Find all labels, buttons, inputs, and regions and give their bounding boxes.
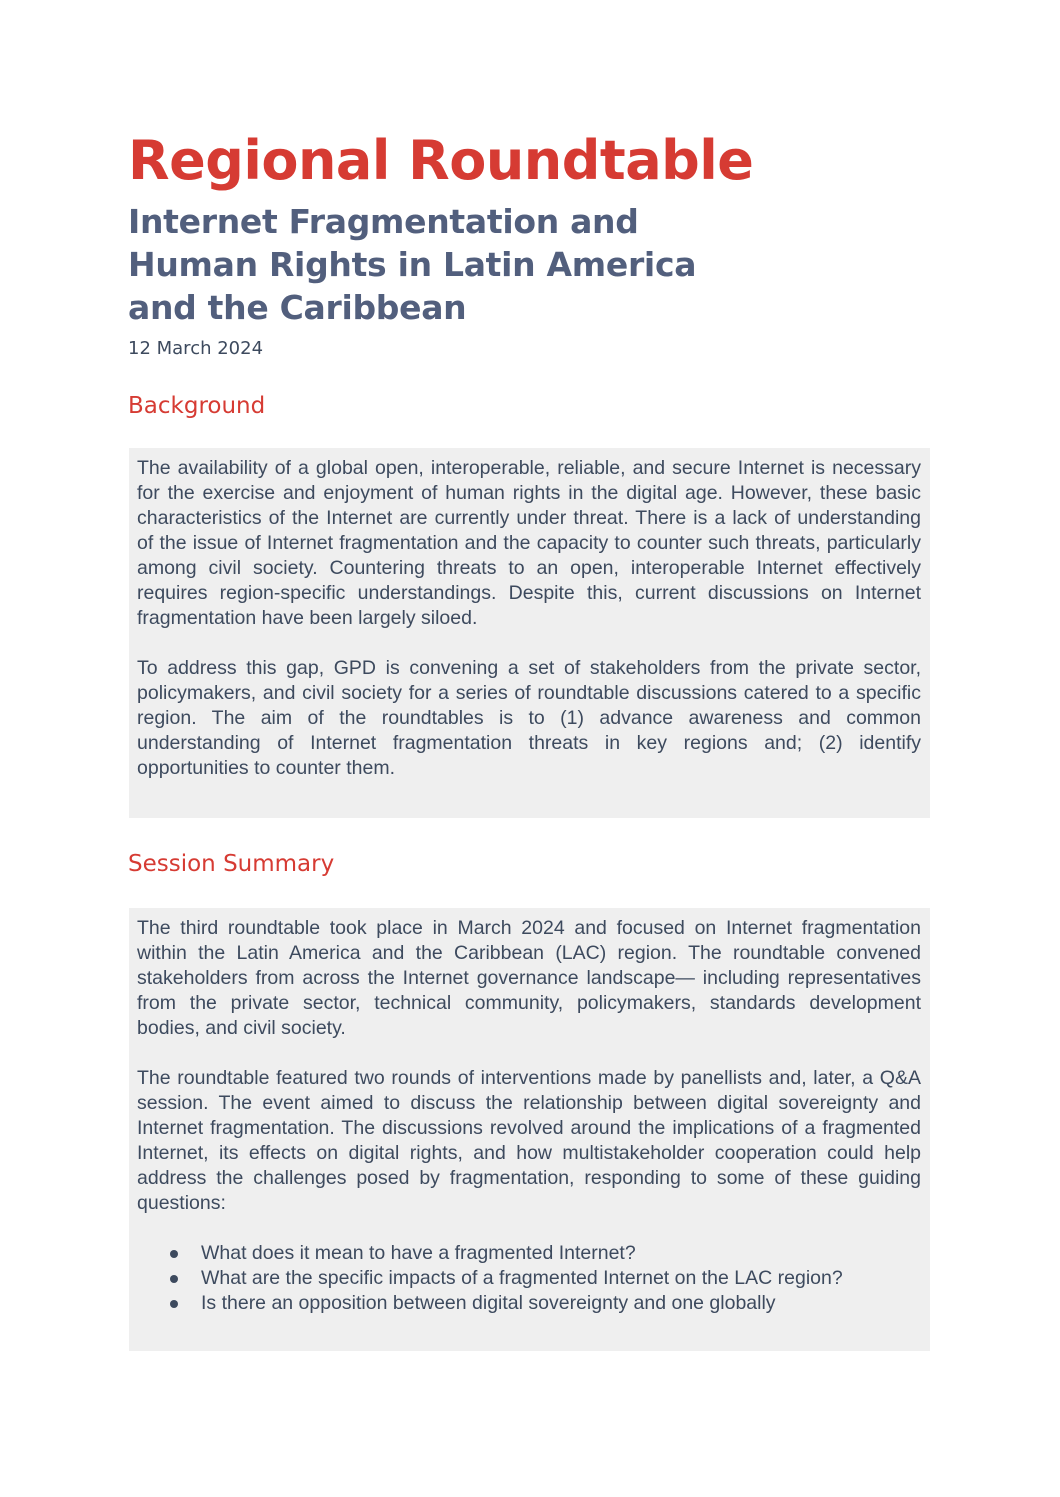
summary-paragraph-1: The third roundtable took place in March 2024 and focused on Internet fragmentation within the Latin America and the Caribbean (LAC) region. The roundtable convened stakeholders from across the Internet governance landscape— including representatives from the private sector, technical community, policymakers, standards development bodies, and civil society. [137,917,921,1039]
question-text: Is there an opposition between digital sovereignty and one globally [201,1292,776,1314]
list-item [201,1266,921,1291]
page-subtitle: Internet Fragmentation and Human Rights in Latin America and the Caribbean [128,202,697,327]
bullet-icon [170,1275,178,1283]
background-paragraph-1: The availability of a global open, interoperable, reliable, and secure Internet is necessary for the exercise and enjoyment of human rights in the digital age. However, these basic characteristics of the Internet are currently under threat. There is a lack of understanding of the issue of Internet fragmentation and the capacity to counter such threats, particularly among civil society. Countering threats to an open, interoperable Internet effectively requires region-specific understandings. Despite this, current discussions on Internet fragmentation have been largely siloed. [137,457,921,629]
session-summary-heading: Session Summary [128,851,335,877]
guiding-questions-list [137,1241,921,1316]
background-box [129,448,930,818]
summary-paragraph-2: The roundtable featured two rounds of interventions made by panellists and, later, a Q&A session. The event aimed to discuss the relationship between digital sovereignty and Internet fragmentation. The discussions revolved around the implications of a fragmented Internet, its effects on digital rights, and how multistakeholder cooperation could help address the challenges posed by fragmentation, responding to some of these guiding questions: [137,1067,921,1214]
list-item [201,1241,921,1266]
question-text: What does it mean to have a fragmented Internet? [201,1242,636,1264]
page-title: Regional Roundtable [128,129,754,192]
event-date: 12 March 2024 [128,338,264,359]
background-paragraph-2: To address this gap, GPD is convening a set of stakeholders from the private sector, policymakers, and civil society for a series of roundtable discussions catered to a specific region. The aim of the roundtables is to (1) advance awareness and common understanding of Internet fragmentation threats in key regions and; (2) identify opportunities to counter them. [137,657,921,779]
question-text: What are the specific impacts of a fragmented Internet on the LAC region? [201,1267,843,1289]
background-heading: Background [128,393,266,419]
bullet-icon [170,1300,178,1308]
bullet-icon [170,1250,178,1258]
list-item [201,1291,921,1316]
session-summary-box [129,908,930,1351]
